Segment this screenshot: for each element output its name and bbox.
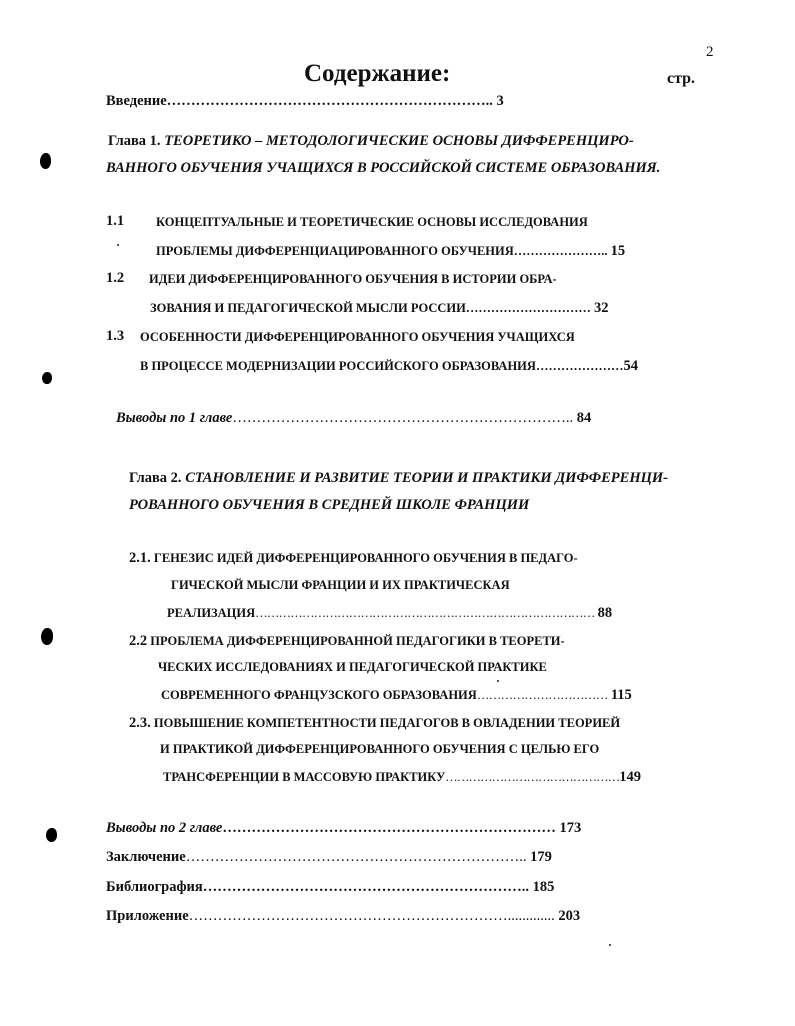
- toc-section-line: ЗОВАНИЯ И ПЕДАГОГИЧЕСКОЙ МЫСЛИ РОССИИ: [150, 301, 466, 315]
- toc-section-line: РЕАЛИЗАЦИЯ: [167, 606, 256, 620]
- toc-section-line: ТРАНСФЕРЕНЦИИ В МАССОВУЮ ПРАКТИКУ: [163, 770, 446, 784]
- toc-entry-label: Заключение: [106, 849, 186, 865]
- toc-entry-label: Приложение: [106, 908, 189, 924]
- toc-dot-leader: …………………………………………………………..: [202, 879, 529, 895]
- toc-section-line: ГЕНЕЗИС ИДЕЙ ДИФФЕРЕНЦИРОВАННОГО ОБУЧЕНИЯ В ПЕДАГО-: [153, 551, 578, 565]
- toc-entry-1-1[interactable]: [156, 243, 625, 260]
- section-number: 1.2: [106, 270, 125, 286]
- toc-entry-page: 15: [610, 243, 626, 259]
- toc-entry-page: 203: [558, 908, 581, 924]
- toc-dot-leader: ………………………………………: [445, 770, 620, 784]
- chapter-title-line: СТАНОВЛЕНИЕ И РАЗВИТИЕ ТЕОРИИ И ПРАКТИКИ ДИФФЕРЕНЦИ-: [185, 470, 668, 486]
- scan-blot: [40, 153, 51, 169]
- toc-dot-leader: ……………………………………………………………..: [185, 849, 527, 865]
- section-number: 1.1: [106, 213, 125, 229]
- toc-entry-2-3[interactable]: [163, 769, 641, 786]
- chapter-title-line: РОВАННОГО ОБУЧЕНИЯ В СРЕДНЕЙ ШКОЛЕ ФРАНЦИИ: [129, 497, 530, 513]
- toc-entry-page: 173: [559, 820, 582, 836]
- toc-dot-leader: …………………..: [513, 244, 608, 258]
- scan-speck: [609, 944, 611, 946]
- toc-entry-conclusion[interactable]: [106, 849, 552, 866]
- toc-entry-label: Введение: [106, 93, 167, 109]
- toc-section-line: ПРОБЛЕМА ДИФФЕРЕНЦИРОВАННОЙ ПЕДАГОГИКИ В ТЕОРЕТИ-: [150, 634, 565, 648]
- toc-entry-page: 185: [532, 879, 555, 895]
- toc-section-line: КОНЦЕПТУАЛЬНЫЕ И ТЕОРЕТИЧЕСКИЕ ОСНОВЫ ИССЛЕДОВАНИЯ: [156, 215, 588, 229]
- toc-entry-appendix[interactable]: [106, 908, 580, 925]
- toc-section-line: ОСОБЕННОСТИ ДИФФЕРЕНЦИРОВАННОГО ОБУЧЕНИЯ УЧАЩИХСЯ: [140, 330, 575, 344]
- chapter-1-heading[interactable]: [108, 133, 634, 150]
- toc-entry-conclusion-2[interactable]: [106, 820, 581, 837]
- section-number: 2.2: [129, 633, 148, 649]
- toc-entry-page: 115: [610, 687, 632, 703]
- page-number: 2: [706, 44, 714, 60]
- toc-entry-page: 179: [530, 849, 552, 865]
- toc-section-line: ГИЧЕСКОЙ МЫСЛИ ФРАНЦИИ И ИХ ПРАКТИЧЕСКАЯ: [171, 578, 510, 592]
- toc-entry-intro[interactable]: [106, 93, 504, 110]
- toc-entry-label: Выводы по 2 главе: [106, 820, 223, 836]
- page-column-header: стр.: [667, 70, 696, 87]
- toc-entry-page: 54: [623, 358, 638, 374]
- toc-entry-1-3[interactable]: [140, 358, 638, 375]
- page-title: Содержание:: [304, 60, 451, 87]
- toc-entry-page: 3: [496, 93, 504, 109]
- toc-section-line: ПОВЫШЕНИЕ КОМПЕТЕНТНОСТИ ПЕДАГОГОВ В ОВЛАДЕНИИ ТЕОРИЕЙ: [153, 716, 621, 730]
- toc-dot-leader: ……………………………………………………………..: [232, 410, 574, 426]
- toc-dot-leader: …………………………………………………………..: [166, 93, 493, 109]
- toc-entry-conclusion-1[interactable]: [116, 410, 591, 427]
- toc-entry-label: Библиография: [106, 879, 203, 895]
- toc-entry-page: 32: [593, 300, 609, 316]
- toc-entry-label: Выводы по 1 главе: [116, 410, 233, 426]
- toc-entry-bibliography[interactable]: [106, 879, 554, 896]
- toc-section-line: ЧЕСКИХ ИССЛЕДОВАНИЯХ И ПЕДАГОГИЧЕСКОЙ ПРАКТИКЕ: [158, 660, 547, 674]
- toc-dot-leader: ……………………………: [476, 688, 608, 702]
- scan-blot: [41, 628, 53, 645]
- scan-speck: [497, 680, 499, 682]
- toc-dot-leader: ………………………………………………………….............: [188, 908, 555, 924]
- toc-entry-2-2[interactable]: [161, 687, 632, 704]
- toc-dot-leader: ……………………………………………………………: [222, 820, 556, 836]
- toc-entry-page: 149: [619, 769, 642, 785]
- toc-section-line-first: [129, 633, 565, 650]
- toc-section-line-first: [129, 550, 578, 567]
- toc-section-line: И ПРАКТИКОЙ ДИФФЕРЕНЦИРОВАННОГО ОБУЧЕНИЯ С ЦЕЛЬЮ ЕГО: [160, 742, 600, 756]
- toc-section-line: ПРОБЛЕМЫ ДИФФЕРЕНЦИАЦИРОВАННОГО ОБУЧЕНИЯ: [156, 244, 514, 258]
- toc-section-line-first: [129, 715, 620, 732]
- toc-dot-leader: …………………: [535, 359, 624, 373]
- toc-entry-page: 88: [597, 605, 613, 621]
- toc-entry-page: 84: [576, 410, 592, 426]
- scan-blot: [46, 828, 57, 842]
- toc-entry-2-1[interactable]: [167, 605, 612, 622]
- chapter-prefix: Глава 1.: [108, 133, 161, 149]
- toc-section-line: ИДЕИ ДИФФЕРЕНЦИРОВАННОГО ОБУЧЕНИЯ В ИСТОРИИ ОБРА-: [149, 272, 557, 286]
- toc-section-line: В ПРОЦЕССЕ МОДЕРНИЗАЦИИ РОССИЙСКОГО ОБРАЗОВАНИЯ: [140, 359, 536, 373]
- toc-entry-1-2[interactable]: [150, 300, 608, 317]
- chapter-2-heading[interactable]: [129, 470, 668, 487]
- toc-dot-leader: ……………………………………………………………………………: [255, 606, 595, 620]
- toc-dot-leader: …………………………: [465, 301, 591, 315]
- scan-speck: [117, 244, 119, 246]
- chapter-prefix: Глава 2.: [129, 470, 182, 486]
- scan-blot: [42, 372, 52, 384]
- chapter-title-line: ВАННОГО ОБУЧЕНИЯ УЧАЩИХСЯ В РОССИЙСКОЙ СИСТЕМЕ ОБРАЗОВАНИЯ.: [106, 160, 661, 176]
- section-number: 1.3: [106, 328, 125, 344]
- section-number: 2.1.: [129, 550, 151, 566]
- section-number: 2.3.: [129, 715, 151, 731]
- chapter-title-line: ТЕОРЕТИКО – МЕТОДОЛОГИЧЕСКИЕ ОСНОВЫ ДИФФЕРЕНЦИРО-: [164, 133, 634, 149]
- toc-section-line: СОВРЕМЕННОГО ФРАНЦУЗСКОГО ОБРАЗОВАНИЯ: [161, 688, 477, 702]
